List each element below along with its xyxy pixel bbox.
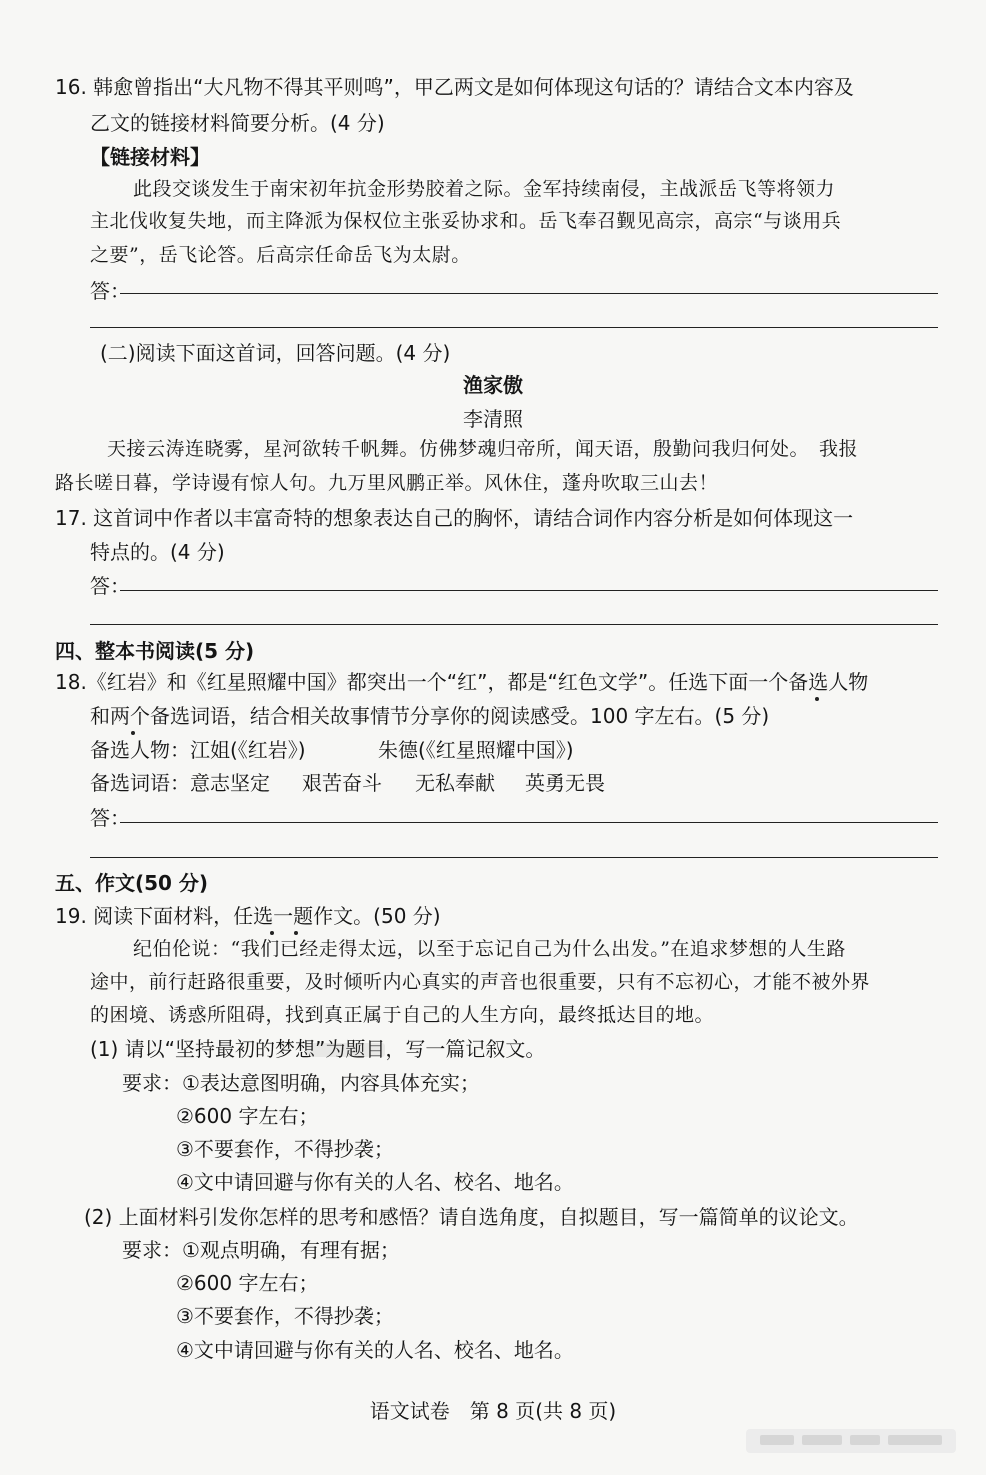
- candidate-word-3: 无私奉献: [415, 771, 495, 795]
- q18-line1: 18.《红岩》和《红星照耀中国》都突出一个“红”，都是“红色文学”。任选下面一个备选人物: [55, 670, 869, 694]
- watermark: [305, 1043, 385, 1057]
- q18-line2: 和两个备选词语，结合相关故事情节分享你的阅读感受。100 字左右。(5 分): [90, 704, 770, 728]
- task2: (2) 上面材料引发你怎样的思考和感悟？请自选角度，自拟题目，写一篇简单的议论文。: [84, 1205, 859, 1229]
- poem-intro: (二)阅读下面这首词，回答问题。(4 分): [100, 341, 451, 365]
- candidate-persons: 备选人物：江姐(《红岩》): [90, 738, 306, 762]
- q16-line1: 16. 韩愈曾指出“大凡物不得其平则鸣”，甲乙两文是如何体现这句话的？请结合文本内容及: [55, 75, 854, 99]
- candidate-person-2: 朱德(《红星照耀中国》): [378, 738, 574, 762]
- q16-material-title: 【链接材料】: [90, 145, 210, 169]
- page-footer: 语文试卷 第 8 页(共 8 页): [369, 1399, 617, 1423]
- q18-answer-line-2: [90, 857, 938, 858]
- q16-material-line2: 主北伐收复失地，而主降派为保权位主张妥协求和。岳飞奉召觐见高宗，高宗“与谈用兵: [90, 210, 842, 232]
- task1-req-1: 要求：①表达意图明确，内容具体充实；: [122, 1071, 480, 1095]
- task1-req-4: ④文中请回避与你有关的人名、校名、地名。: [176, 1170, 574, 1194]
- candidate-word-2: 艰苦奋斗: [302, 771, 382, 795]
- emphasis-dot: [270, 931, 274, 935]
- q16-answer-label: 答：: [90, 279, 130, 303]
- emphasis-dot: [131, 731, 135, 735]
- q19-line: 19. 阅读下面材料，任选一题作文。(50 分): [55, 904, 441, 928]
- task1-req-3: ③不要套作，不得抄袭；: [176, 1137, 394, 1161]
- q17-line1: 17. 这首词中作者以丰富奇特的想象表达自己的胸怀，请结合词作内容分析是如何体现这一: [55, 506, 854, 530]
- poem-line2: 路长嗟日暮，学诗谩有惊人句。九万里风鹏正举。风休住，蓬舟吹取三山去！: [55, 472, 719, 494]
- task1-req-2: ②600 字左右；: [176, 1104, 319, 1128]
- q19-material-line1: 纪伯伦说：“我们已经走得太远，以至于忘记自己为什么出发。”在追求梦想的人生路: [133, 938, 846, 960]
- candidate-words: 备选词语：意志坚定: [90, 771, 270, 795]
- candidate-word-4: 英勇无畏: [525, 771, 605, 795]
- poem-title: 渔家傲: [463, 373, 523, 397]
- q17-line2: 特点的。(4 分): [90, 540, 225, 564]
- q18-answer-label: 答：: [90, 806, 130, 830]
- q16-answer-line-1: [120, 293, 938, 294]
- q16-material-line1: 此段交谈发生于南宋初年抗金形势胶着之际。金军持续南侵，主战派岳飞等将领力: [133, 178, 836, 200]
- watermark-logo: [746, 1429, 956, 1453]
- q17-answer-line-1: [120, 590, 938, 591]
- q17-answer-label: 答：: [90, 574, 130, 598]
- q16-answer-line-2: [90, 327, 938, 328]
- section4-heading: 四、整本书阅读(5 分): [55, 639, 255, 663]
- q19-material-line3: 的困境、诱惑所阻碍，找到真正属于自己的人生方向，最终抵达目的地。: [90, 1004, 715, 1026]
- emphasis-dot: [815, 697, 819, 701]
- task1: (1) 请以“坚持最初的梦想”为题目，写一篇记叙文。: [90, 1037, 546, 1061]
- q18-answer-line-1: [120, 822, 938, 823]
- task2-req-4: ④文中请回避与你有关的人名、校名、地名。: [176, 1338, 574, 1362]
- emphasis-dot: [294, 931, 298, 935]
- poem-line1: 天接云涛连晓雾，星河欲转千帆舞。仿佛梦魂归帝所，闻天语，殷勤问我归何处。 我报: [107, 438, 859, 460]
- task2-req-3: ③不要套作，不得抄袭；: [176, 1304, 394, 1328]
- task2-req-2: ②600 字左右；: [176, 1271, 319, 1295]
- poem-author: 李清照: [463, 407, 523, 431]
- task2-req-1: 要求：①观点明确，有理有据；: [122, 1238, 400, 1262]
- q16-material-line3: 之要”，岳飞论答。后高宗任命岳飞为太尉。: [90, 244, 471, 266]
- q19-material-line2: 途中，前行赶路很重要，及时倾听内心真实的声音也很重要，只有不忘初心，才能不被外界: [90, 971, 871, 993]
- q16-line2: 乙文的链接材料简要分析。(4 分): [90, 111, 385, 135]
- q17-answer-line-2: [90, 624, 938, 625]
- section5-heading: 五、作文(50 分): [55, 871, 209, 895]
